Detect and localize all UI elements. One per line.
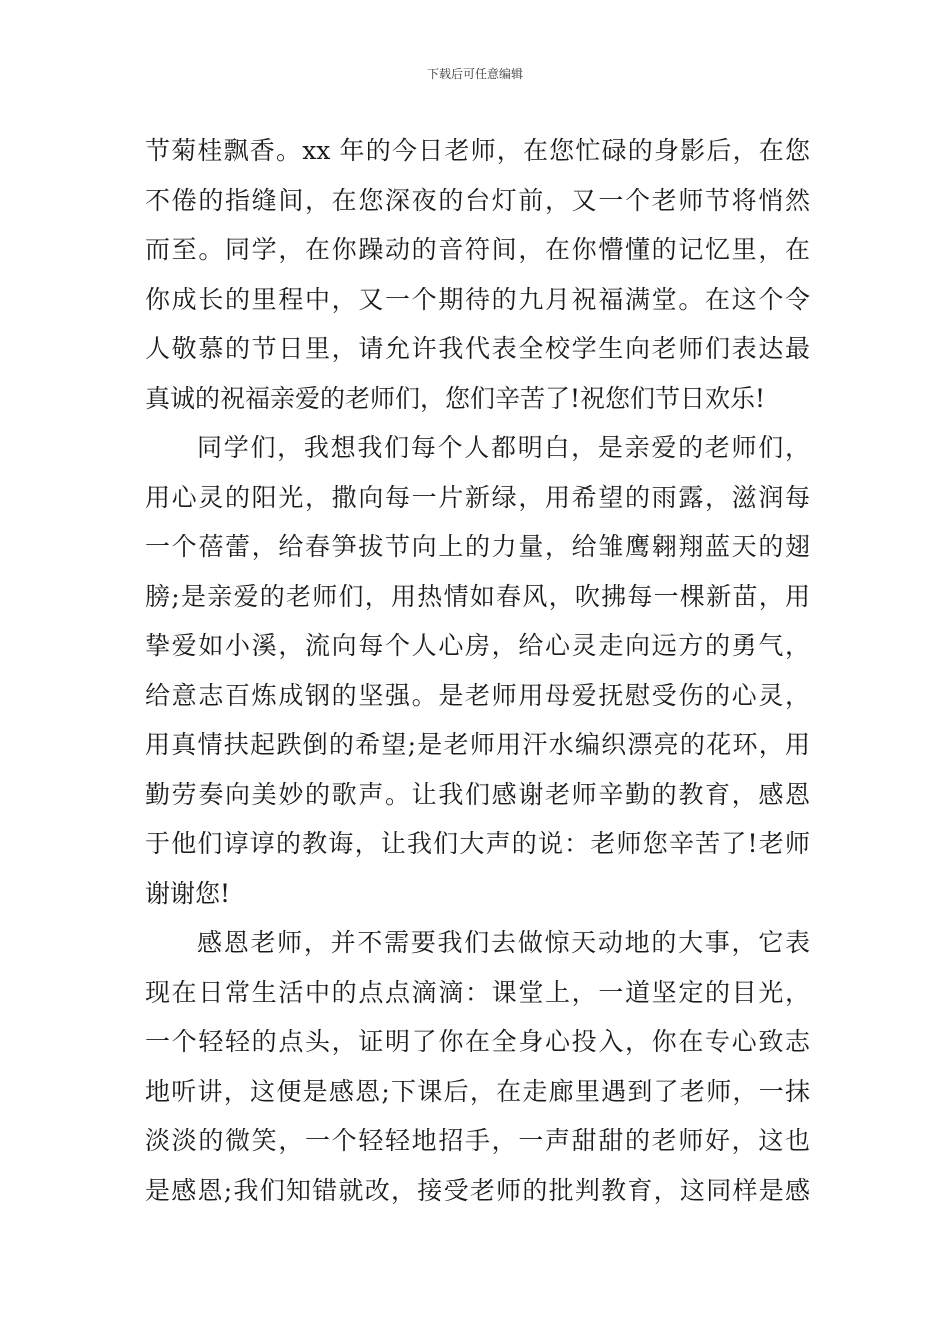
text-line: 不倦的指缝间，在您深夜的台灯前，又一个老师节将悄然 [145, 185, 810, 215]
text-line: 淡淡的微笑，一个轻轻地招手，一声甜甜的老师好，这也 [145, 1126, 810, 1155]
text-line: 用真情扶起跌倒的希望;是老师用汗水编织漂亮的花环，用 [145, 730, 810, 759]
text-line: 一个蓓蕾，给春笋拔节向上的力量，给雏鹰翱翔蓝天的翅 [145, 532, 810, 561]
text-line: 是感恩;我们知错就改，接受老师的批判教育，这同样是感 [145, 1175, 810, 1205]
text-line: 膀;是亲爱的老师们，用热情如春风，吹拂每一棵新苗，用 [145, 581, 810, 611]
document-body [145, 126, 810, 1215]
text-line: 同学们，我想我们每个人都明白，是亲爱的老师们， [197, 433, 810, 462]
text-line: 挚爱如小溪，流向每个人心房，给心灵走向远方的勇气， [145, 631, 810, 660]
text-line: 而至。同学，在你躁动的音符间，在你懵懂的记忆里，在 [145, 235, 810, 264]
text-line: 真诚的祝福亲爱的老师们，您们辛苦了!祝您们节日欢乐! [145, 383, 766, 413]
text-line: 用心灵的阳光，撒向每一片新绿，用希望的雨露，滋润每 [145, 482, 810, 512]
page-header: 下载后可任意编辑 [426, 67, 523, 81]
text-line: 一个轻轻的点头，证明了你在全身心投入，你在专心致志 [145, 1027, 810, 1056]
text-line: 勤劳奏向美妙的歌声。让我们感谢老师辛勤的教育，感恩 [145, 779, 810, 809]
text-line: 于他们谆谆的教诲，让我们大声的说：老师您辛苦了!老师 [145, 829, 810, 858]
text-line: 现在日常生活中的点点滴滴：课堂上，一道坚定的目光， [145, 977, 810, 1007]
text-line: 感恩老师，并不需要我们去做惊天动地的大事，它表 [197, 928, 810, 957]
text-line: 谢谢您! [145, 878, 231, 908]
text-line: 节菊桂飘香。xx 年的今日老师，在您忙碌的身影后，在您 [145, 136, 810, 165]
text-line: 地听讲，这便是感恩;下课后，在走廊里遇到了老师，一抹 [145, 1076, 810, 1106]
text-line: 你成长的里程中，又一个期待的九月祝福满堂。在这个令 [145, 284, 810, 314]
text-line: 人敬慕的节日里，请允许我代表全校学生向老师们表达最 [145, 334, 810, 363]
text-line: 给意志百炼成钢的坚强。是老师用母爱抚慰受伤的心灵， [145, 680, 810, 710]
